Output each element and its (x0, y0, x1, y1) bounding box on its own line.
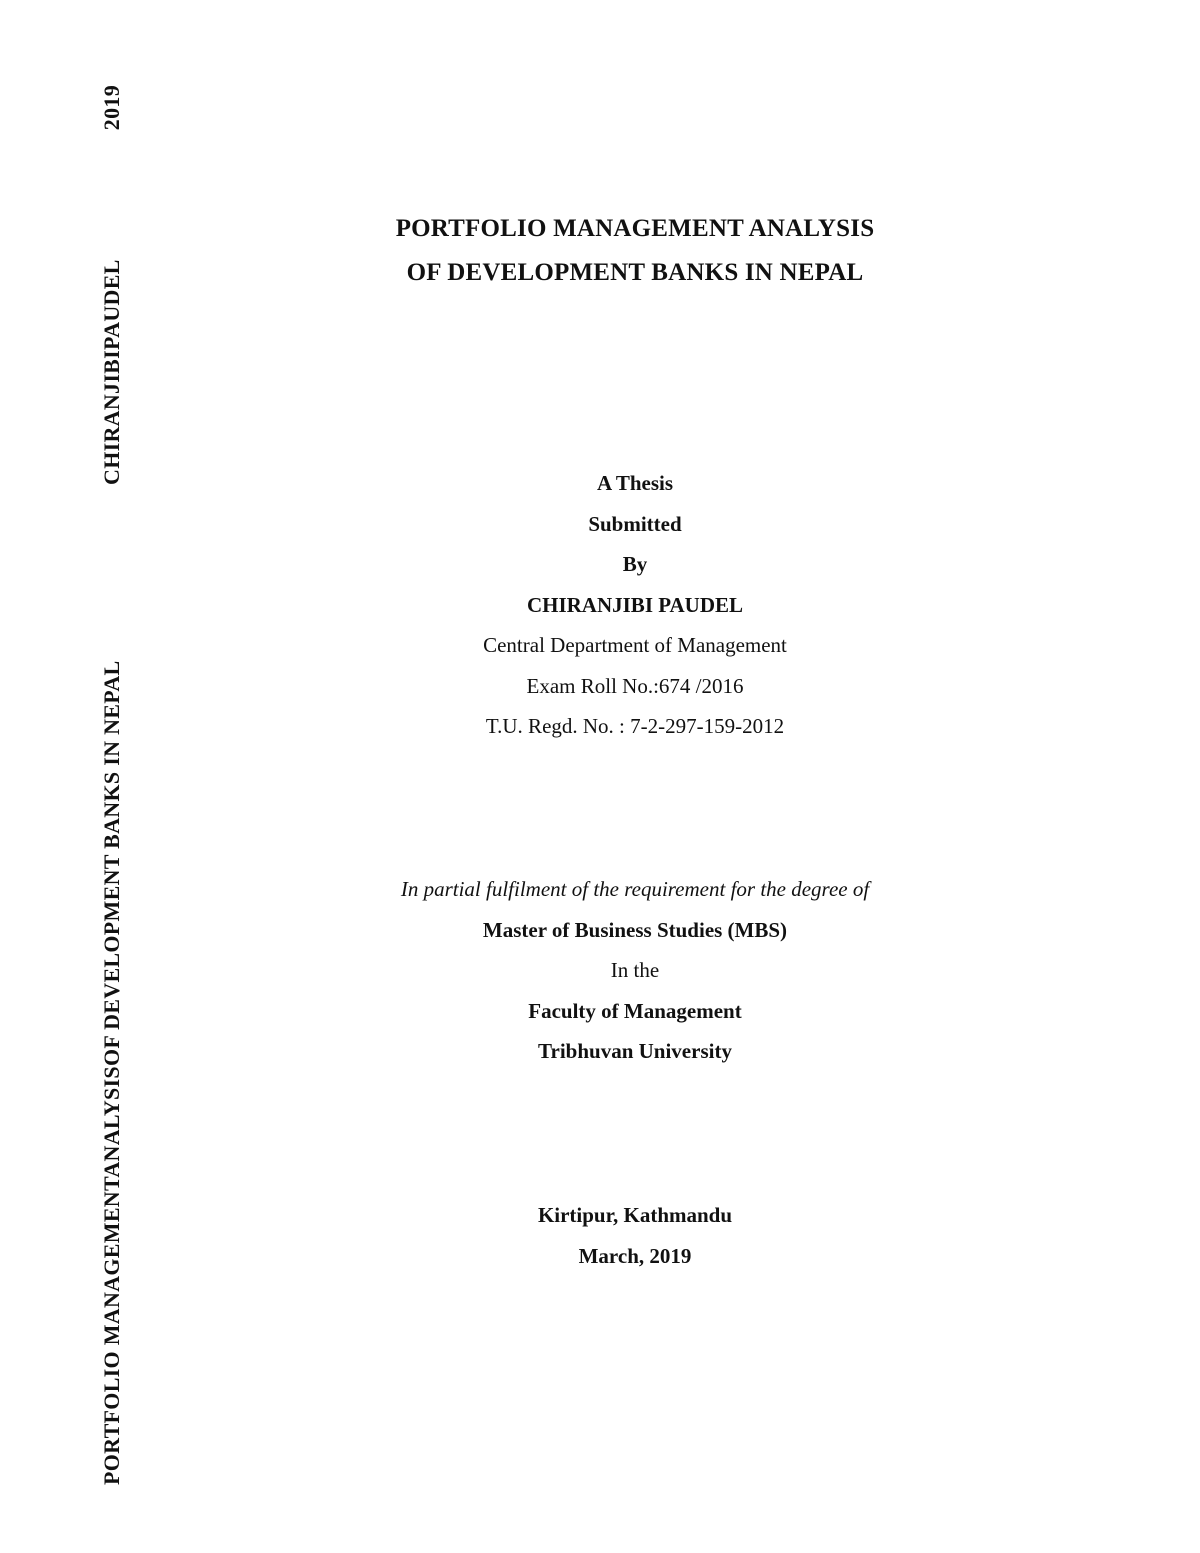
spine-title: PORTFOLIO MANAGEMENTANALYSISOF DEVELOPMENT BANKS IN NEPAL (99, 660, 124, 1485)
university-name: Tribhuvan University (538, 1039, 732, 1063)
spine-author: CHIRANJIBIPAUDEL (99, 259, 124, 485)
thesis-title-line1: PORTFOLIO MANAGEMENT ANALYSIS (395, 215, 875, 242)
thesis-label: A Thesis (596, 471, 674, 495)
in-the-label: In the (610, 958, 660, 982)
faculty-name: Faculty of Management (528, 998, 742, 1023)
department-name: Central Department of Management (483, 633, 787, 657)
spine-text (92, 85, 132, 1485)
submitted-label: Submitted (588, 511, 682, 536)
by-label: By (622, 552, 648, 576)
author-name: CHIRANJIBI PAUDEL (526, 592, 744, 617)
place-date-block (335, 1195, 935, 1276)
thesis-title-line2: OF DEVELOPMENT BANKS IN NEPAL (406, 259, 864, 286)
degree-block (335, 869, 935, 1072)
spine-year: 2019 (99, 85, 124, 131)
fulfilment-statement: In partial fulfilment of the requirement for the degree of (400, 877, 870, 901)
exam-roll-number: Exam Roll No.:674 /2016 (526, 673, 744, 698)
submission-block (335, 463, 935, 747)
registration-number: T.U. Regd. No. : 7-2-297-159-2012 (485, 714, 785, 738)
thesis-title (335, 207, 935, 295)
degree-name: Master of Business Studies (MBS) (482, 917, 788, 942)
location: Kirtipur, Kathmandu (537, 1203, 733, 1227)
submission-date: March, 2019 (578, 1243, 692, 1268)
